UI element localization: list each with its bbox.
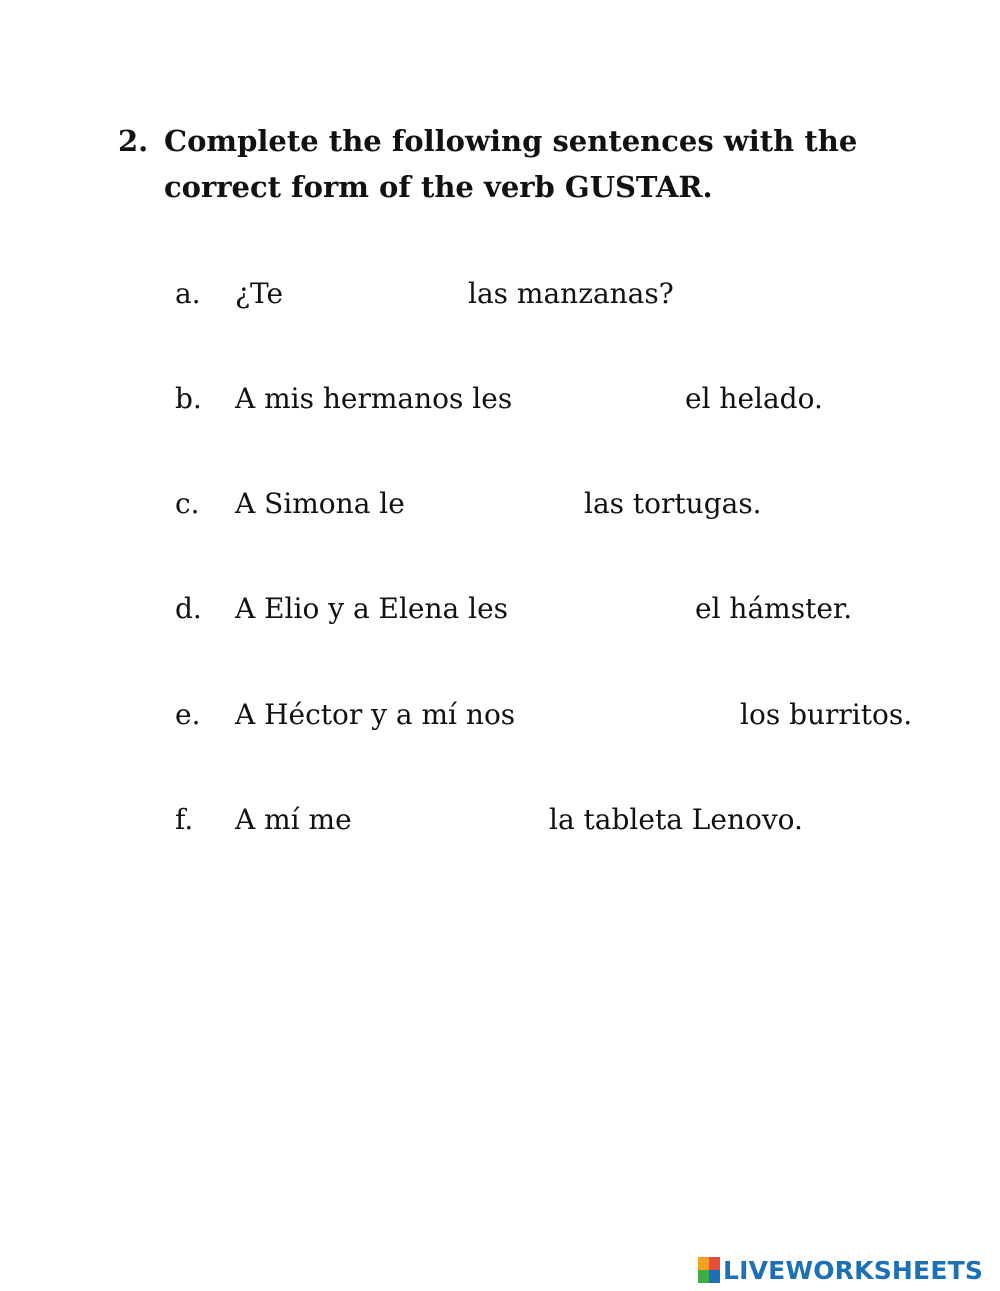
- item-letter: a.: [175, 277, 201, 310]
- sentence-item: [0, 379, 1000, 419]
- sentence-item: [0, 695, 1000, 735]
- item-letter: c.: [175, 487, 200, 520]
- item-text-after: las tortugas.: [584, 487, 762, 520]
- logo-mark-cell: [709, 1257, 720, 1270]
- answer-blank[interactable]: [515, 379, 675, 411]
- item-text-before: ¿Te: [235, 277, 284, 310]
- item-text-before: A Héctor y a mí nos: [235, 698, 516, 731]
- item-letter: d.: [175, 592, 202, 625]
- logo-mark-cell: [698, 1270, 709, 1283]
- item-text-before: A mis hermanos les: [235, 382, 513, 415]
- item-text-after: la tableta Lenovo.: [549, 803, 803, 836]
- item-text-after: las manzanas?: [468, 277, 674, 310]
- sentence-item: [0, 589, 1000, 629]
- answer-blank[interactable]: [290, 274, 460, 306]
- item-text-after: el helado.: [685, 382, 823, 415]
- question-prompt: Complete the following sentences with the correct form of the verb GUSTAR.: [164, 124, 858, 204]
- logo-mark-cell: [698, 1257, 709, 1270]
- item-text-before: A Simona le: [235, 487, 405, 520]
- answer-blank[interactable]: [505, 589, 685, 621]
- sentence-item: [0, 800, 1000, 840]
- item-letter: f.: [175, 803, 194, 836]
- logo-text: LIVEWORKSHEETS: [723, 1255, 984, 1285]
- item-letter: b.: [175, 382, 202, 415]
- item-text-before: A mí me: [235, 803, 352, 836]
- liveworksheets-logo[interactable]: [698, 1254, 983, 1286]
- answer-blank[interactable]: [515, 695, 730, 727]
- answer-blank[interactable]: [358, 800, 543, 832]
- liveworksheets-logo-icon: [698, 1257, 720, 1283]
- logo-mark-cell: [709, 1270, 720, 1283]
- sentence-item: [0, 484, 1000, 524]
- sentence-item: [0, 274, 1000, 314]
- answer-blank[interactable]: [408, 484, 576, 516]
- item-text-after: el hámster.: [695, 592, 853, 625]
- question-number: 2.: [118, 124, 149, 158]
- item-text-before: A Elio y a Elena les: [235, 592, 509, 625]
- item-text-after: los burritos.: [740, 698, 913, 731]
- item-letter: e.: [175, 698, 201, 731]
